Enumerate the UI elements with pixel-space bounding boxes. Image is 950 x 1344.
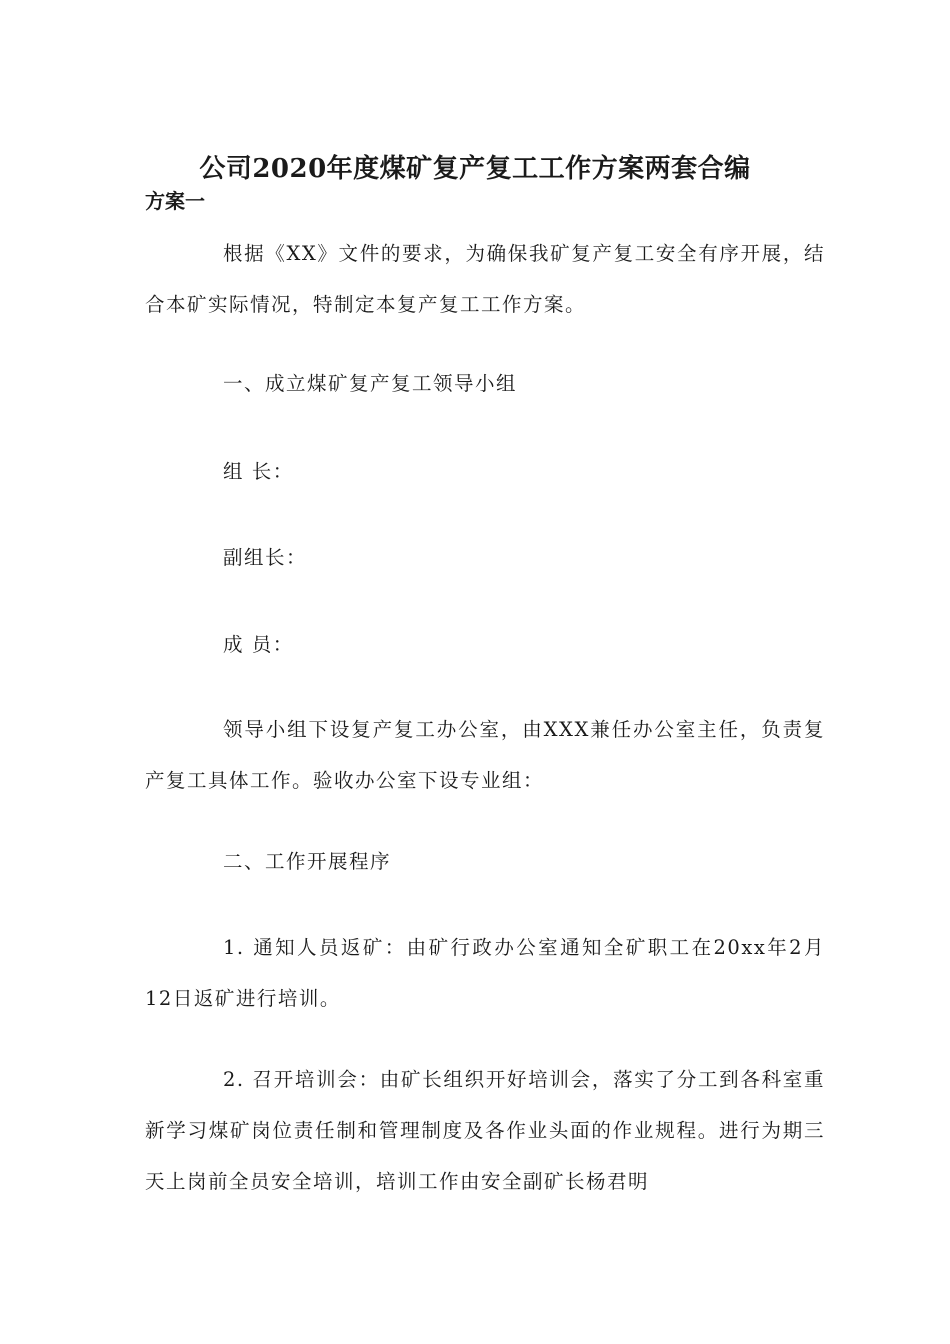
paragraph-intro: 根据《XX》文件的要求，为确保我矿复产复工安全有序开展，结合本矿实际情况，特制定本复产复工工作方案。 [145, 242, 825, 316]
paragraph-step-2: 2. 召开培训会：由矿长组织开好培训会，落实了分工到各科室重新学习煤矿岗位责任制和管理制度及各作业头面的作业规程。进行为期三天上岗前全员安全培训，培训工作由安全副矿长杨君明 [145, 1068, 825, 1193]
paragraph-heading-2: 二、工作开展程序 [223, 850, 392, 873]
paragraph-deputy-leader: 副组长： [223, 546, 308, 569]
paragraph-group-leader: 组 长： [223, 460, 294, 483]
paragraph-heading-1: 一、成立煤矿复产复工领导小组 [223, 372, 518, 395]
section-heading: 方案一 [145, 189, 205, 213]
paragraph-members: 成 员： [223, 633, 294, 656]
document-title: 公司2020年度煤矿复产复工工作方案两套合编 [199, 154, 751, 185]
paragraph-office: 领导小组下设复产复工办公室，由XXX兼任办公室主任，负责复产复工具体工作。验收办公室下设专业组： [145, 718, 825, 792]
paragraph-step-1: 1. 通知人员返矿：由矿行政办公室通知全矿职工在20xx年2月12日返矿进行培训。 [145, 936, 825, 1010]
